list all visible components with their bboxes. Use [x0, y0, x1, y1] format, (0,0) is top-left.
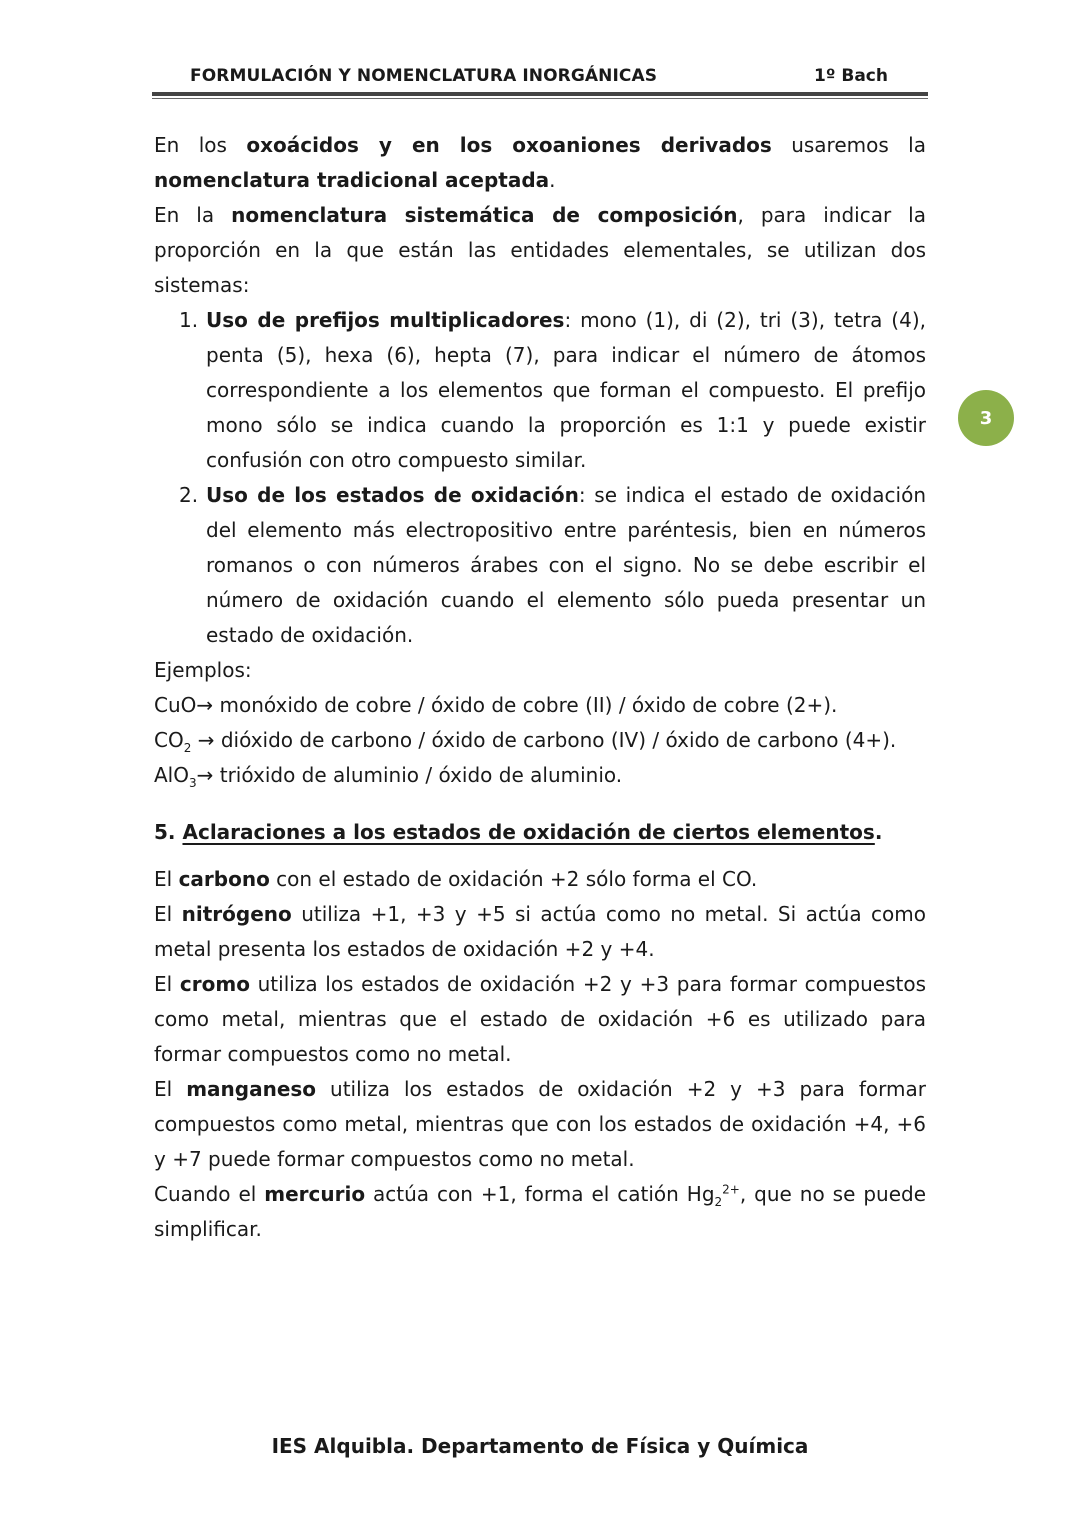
subscript: 2 [183, 741, 192, 755]
formula: CuO [154, 693, 197, 717]
text: , que no se puede simplificar. [154, 1182, 926, 1241]
section-title: Aclaraciones a los estados de oxidación de ciertos elementos [182, 820, 875, 844]
systems-list [154, 303, 926, 653]
examples-label: Ejemplos: [154, 658, 252, 682]
text: El [154, 1077, 187, 1101]
document-body [154, 128, 926, 1247]
text: El [154, 867, 179, 891]
text: El [154, 902, 182, 926]
list-item-number: 2. [179, 483, 199, 507]
formula: CO [154, 728, 184, 752]
bold-term: oxoácidos y en los oxoaniones derivados [246, 133, 772, 157]
text: actúa con +1, forma el catión Hg [365, 1182, 715, 1206]
text: , para indicar la proporción en la que están las entidades elementales, se utilizan dos sistemas: [154, 203, 926, 297]
text: El [154, 972, 180, 996]
clarification-carbono [154, 862, 926, 897]
bold-term: manganeso [186, 1077, 317, 1101]
text: utiliza +1, +3 y +5 si actúa como no metal. Si actúa como metal presenta los estados de oxidación +2 y +4. [154, 902, 926, 961]
list-item-text: : se indica el estado de oxidación del elemento más electropositivo entre paréntesis, bien en números romanos o con números árabes con el signo. No se debe escribir el número de oxidación cuando el elemento sólo pueda presentar un estado de oxidación. [206, 483, 927, 647]
text: → trióxido de aluminio / óxido de aluminio. [196, 763, 623, 787]
bold-term: carbono [178, 867, 270, 891]
page-header [152, 62, 928, 102]
subscript: 3 [188, 776, 197, 790]
list-item [154, 303, 926, 478]
text: usaremos la [771, 133, 926, 157]
header-course: 1º Bach [814, 66, 888, 86]
clarification-nitrogeno [154, 897, 926, 967]
text: utiliza los estados de oxidación +2 y +3 para formar compuestos como metal, mientras que el estado de oxidación +6 es utilizado para formar compuestos como no metal. [154, 972, 926, 1066]
text: En la [154, 203, 232, 227]
page-number: 3 [979, 407, 993, 429]
bold-term: nomenclatura sistemática de composición [231, 203, 738, 227]
list-item-text: : mono (1), di (2), tri (3), tetra (4), penta (5), hexa (6), hepta (7), para indicar el número de átomos correspondiente a los elementos que forman el compuesto. El prefijo mono sólo se indica cuando la proporción es 1:1 y puede existir confusión con otro compuesto similar. [206, 308, 926, 472]
text: . [874, 820, 883, 844]
text: con el estado de oxidación +2 sólo forma el CO. [269, 867, 758, 891]
superscript: 2+ [722, 1182, 740, 1197]
list-item [154, 478, 926, 653]
bold-term: cromo [179, 972, 250, 996]
text: En los [154, 133, 247, 157]
list-item-number: 1. [179, 308, 199, 332]
list-item-title: Uso de prefijos multiplicadores [206, 308, 565, 332]
list-item-title: Uso de los estados de oxidación [206, 483, 579, 507]
example-line [154, 688, 926, 723]
header-rule [152, 92, 928, 96]
text: utiliza los estados de oxidación +2 y +3 para formar compuestos como metal, mientras que con los estados de oxidación +4, +6 y +7 puede formar compuestos como no metal. [154, 1077, 926, 1171]
clarification-mercurio [154, 1177, 926, 1247]
example-line [154, 758, 926, 793]
bold-term: nomenclatura tradicional aceptada [154, 168, 550, 192]
intro-paragraph-2 [154, 198, 926, 303]
text: . [549, 168, 556, 192]
section-heading [154, 815, 926, 850]
example-line [154, 723, 926, 758]
intro-paragraph-1 [154, 128, 926, 198]
subscript: 2 [714, 1195, 723, 1209]
text: → dióxido de carbono / óxido de carbono (IV) / óxido de carbono (4+). [191, 728, 897, 752]
header-rule-thin [152, 98, 928, 99]
bold-term: mercurio [264, 1182, 366, 1206]
text: → monóxido de cobre / óxido de cobre (II) / óxido de cobre (2+). [196, 693, 838, 717]
section-number: 5. [154, 820, 176, 844]
clarification-cromo [154, 967, 926, 1072]
formula: AlO [154, 763, 189, 787]
header-title: FORMULACIÓN Y NOMENCLATURA INORGÁNICAS [190, 66, 658, 86]
text: Cuando el [154, 1182, 265, 1206]
clarification-manganeso [154, 1072, 926, 1177]
page-number-badge [958, 390, 1014, 446]
bold-term: nitrógeno [181, 902, 292, 926]
page-footer: IES Alquibla. Departamento de Física y Química [271, 1434, 809, 1458]
